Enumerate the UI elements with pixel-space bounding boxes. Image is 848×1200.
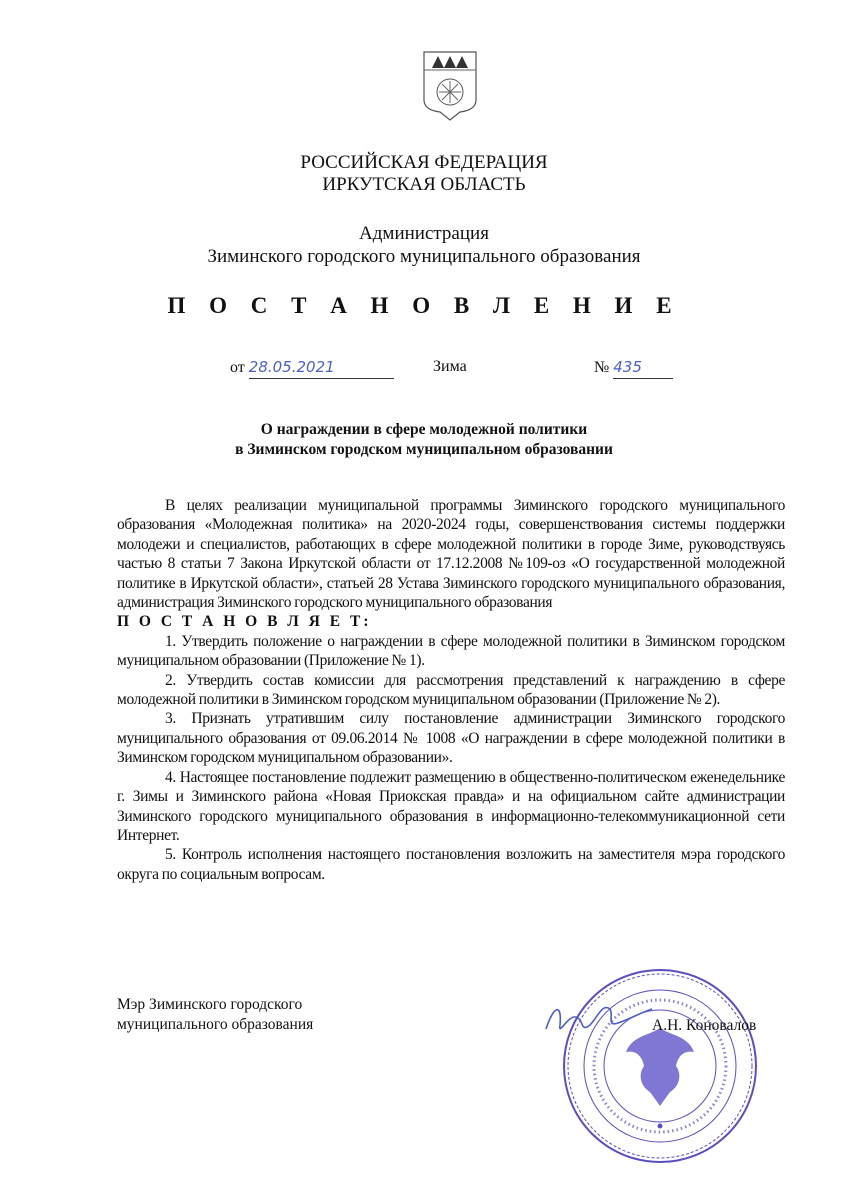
- document-body: [117, 496, 785, 884]
- header-country: РОССИЙСКАЯ ФЕДЕРАЦИЯ: [300, 152, 548, 173]
- date-value: 28.05.2021: [249, 356, 394, 379]
- city: Зима: [433, 358, 467, 375]
- signatory-position: [117, 995, 313, 1035]
- signatory-name: А.Н. Коновалов: [652, 1017, 757, 1034]
- resolves-heading: П О С Т А Н О В Л Я Е Т:: [117, 613, 372, 631]
- item-2: 2. Утвердить состав комиссии для рассмотрения представлений к награждению в сфере молодежной политики в Зиминском городском муниципальном образовании (Приложение № 2).: [117, 671, 785, 709]
- preamble: В целях реализации муниципальной программы Зиминского городского муниципального образования «Молодежная политика» на 2020-2024 годы, совершенствования системы поддержки молодежи и специалистов, работающих в сфере молодежной политики в городе Зиме, руководствуясь частью 8 статьи 7 Закона Иркутской области от 17.12.2008 №109-оз «О государственной молодежной политике в Иркутской области», статьей 28 Устава Зиминского городского муниципального образования, администрация Зиминского городского муниципального образования: [117, 497, 785, 612]
- header-region: ИРКУТСКАЯ ОБЛАСТЬ: [322, 174, 526, 195]
- header-org-1: Администрация: [359, 223, 489, 244]
- date-field: [230, 356, 394, 379]
- date-prefix: от: [230, 359, 245, 376]
- number-prefix: №: [594, 359, 610, 376]
- subject: [0, 420, 848, 460]
- coat-of-arms-icon: [418, 22, 482, 127]
- number-value: 435: [613, 356, 673, 379]
- document-type: П О С Т А Н О В Л Е Н И Е: [167, 293, 681, 318]
- position-line-2: муниципального образования: [117, 1016, 314, 1033]
- item-5: 5. Контроль исполнения настоящего постановления возложить на заместителя мэра городского округа по социальным вопросам.: [117, 846, 785, 883]
- number-field: [594, 356, 673, 379]
- item-3: 3. Признать утратившим силу постановление администрации Зиминского городского муниципального образования от 09.06.2014 № 1008 «О награждении в сфере молодежной политики в Зиминском городском муниципальном образовании».: [117, 710, 785, 767]
- item-4: 4. Настоящее постановление подлежит размещению в общественно-политическом еженедельнике г. Зимы и Зиминского района «Новая Приокская правда» и на официальном сайте администрации Зиминского городского муниципального образования в информационно-телекоммуникационной сети Интернет.: [117, 768, 785, 844]
- item-1: 1. Утвердить положение о награждении в сфере молодежной политики в Зиминском городском муниципальном образовании (Приложение № 1).: [117, 632, 785, 670]
- position-line-1: Мэр Зиминского городского: [117, 996, 303, 1013]
- subject-line-2: в Зиминском городском муниципальном образовании: [235, 441, 613, 458]
- subject-line-1: О награждении в сфере молодежной политики: [260, 421, 588, 438]
- handwritten-signature-icon: [540, 995, 660, 1050]
- header-org-2: Зиминского городского муниципального образования: [207, 246, 641, 267]
